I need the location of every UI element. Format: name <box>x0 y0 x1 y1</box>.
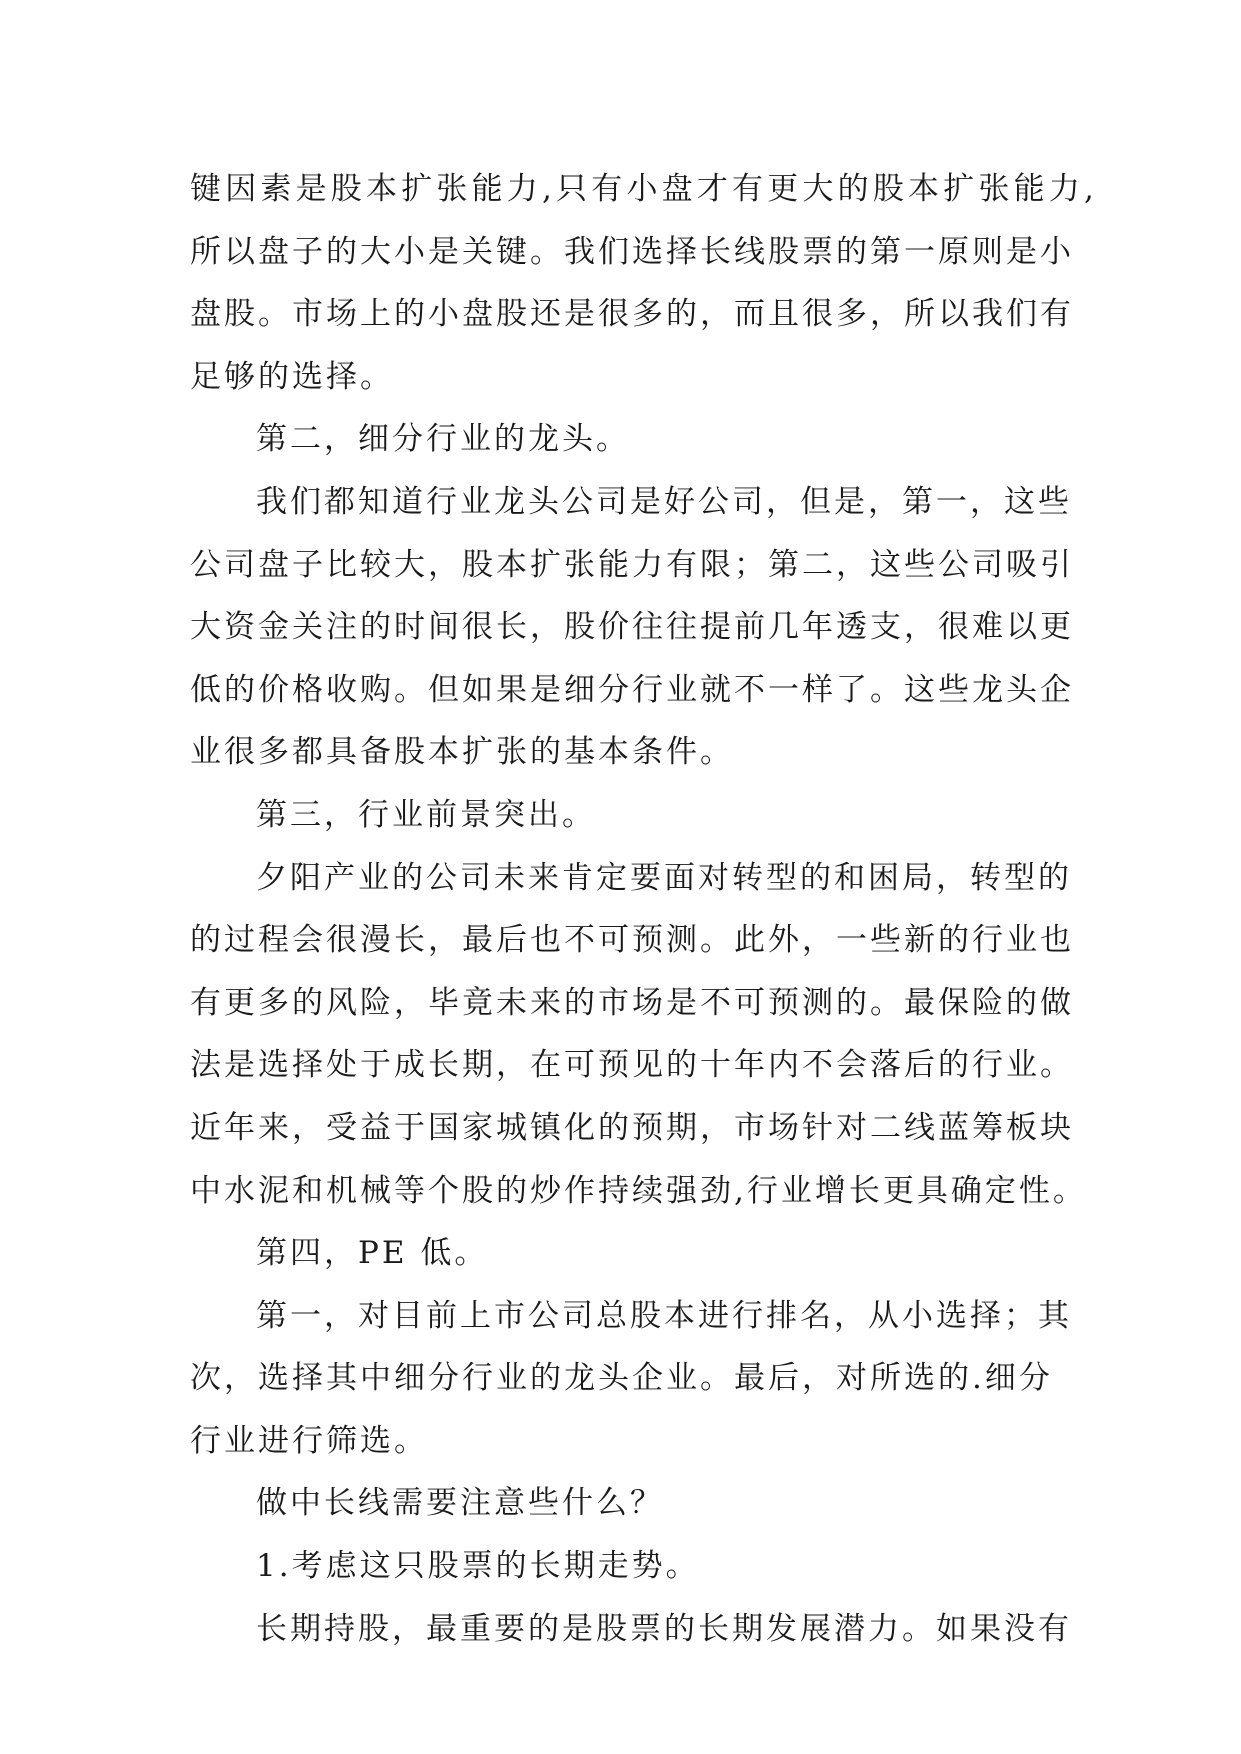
text-line: 大资金关注的时间很长，股价往往提前几年透支，很难以更 <box>190 609 1074 646</box>
text-line: 中水泥和机械等个股的炒作持续强劲,行业增长更具确定性。 <box>190 1172 1087 1209</box>
text-line: 夕阳产业的公司未来肯定要面对转型的和困局，转型的 <box>256 859 1072 896</box>
text-line: 足够的选择。 <box>190 358 394 395</box>
text-line: 低的价格收购。但如果是细分行业就不一样了。这些龙头企 <box>190 671 1074 708</box>
text-line: 公司盘子比较大，股本扩张能力有限；第二，这些公司吸引 <box>190 546 1074 583</box>
text-line: 长期持股，最重要的是股票的长期发展潜力。如果没有 <box>256 1610 1072 1647</box>
text-line: 次，选择其中细分行业的龙头企业。最后，对所选的.细分 <box>190 1360 1053 1397</box>
body-text <box>190 158 1099 1660</box>
section-heading: 第四，PE 低。 <box>256 1235 489 1272</box>
text-line: 有更多的风险，毕竟未来的市场是不可预测的。最保险的做 <box>190 984 1074 1021</box>
section-heading: 第二，细分行业的龙头。 <box>256 421 630 458</box>
text-line: 第一，对目前上市公司总股本进行排名，从小选择；其 <box>256 1297 1072 1334</box>
text-line: 我们都知道行业龙头公司是好公司，但是，第一，这些 <box>256 483 1072 520</box>
text-line: 法是选择处于成长期，在可预见的十年内不会落后的行业。 <box>190 1047 1074 1084</box>
text-line: 所以盘子的大小是关键。我们选择长线股票的第一原则是小 <box>190 233 1074 270</box>
text-line: 盘股。市场上的小盘股还是很多的，而且很多，所以我们有 <box>190 296 1074 333</box>
question-heading: 做中长线需要注意些什么？ <box>256 1485 664 1522</box>
text-line: 业很多都具备股本扩张的基本条件。 <box>190 734 734 771</box>
numbered-item: 1.考虑这只股票的长期走势。 <box>256 1548 700 1585</box>
text-line: 键因素是股本扩张能力,只有小盘才有更大的股本扩张能力, <box>190 171 1099 207</box>
section-heading: 第三，行业前景突出。 <box>256 796 596 833</box>
text-line: 近年来，受益于国家城镇化的预期，市场针对二线蓝筹板块 <box>190 1109 1074 1146</box>
text-line: 的过程会很漫长，最后也不可预测。此外，一些新的行业也 <box>190 922 1074 959</box>
text-line: 行业进行筛选。 <box>190 1422 428 1459</box>
